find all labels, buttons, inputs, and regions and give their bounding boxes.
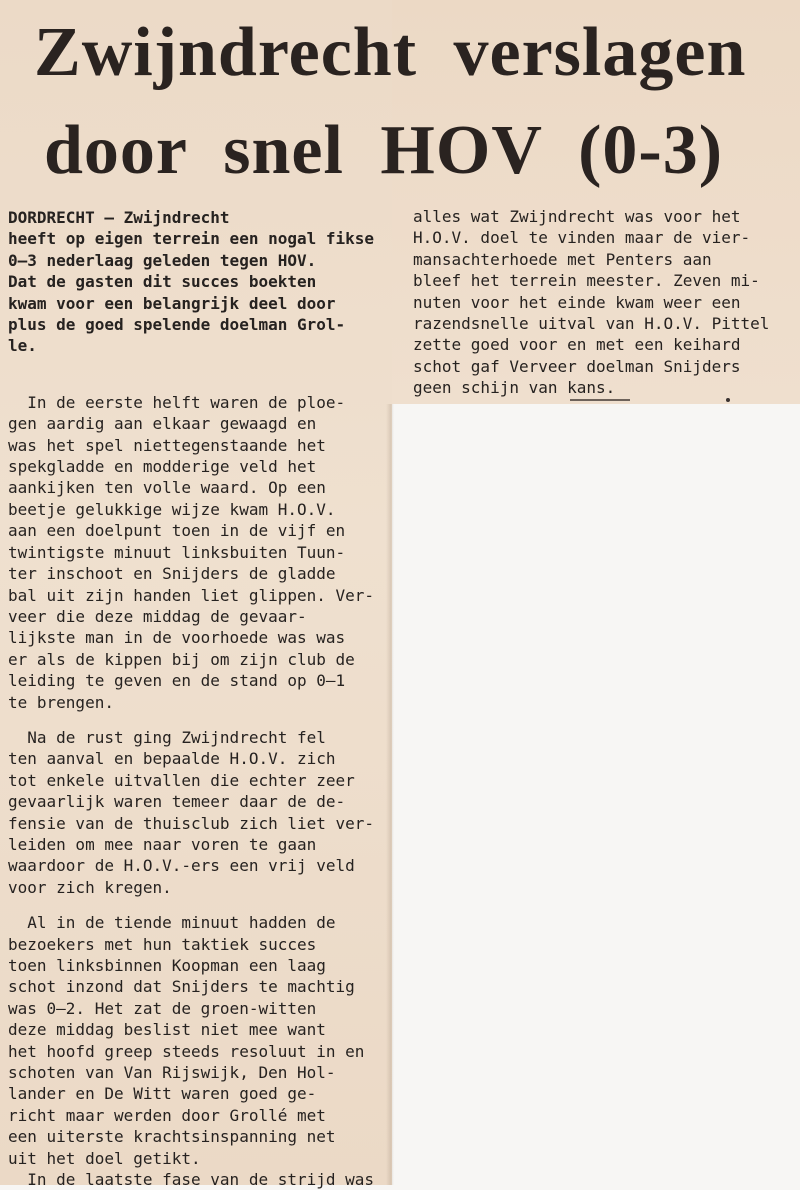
article-headline — [14, 4, 794, 200]
text-line: schot gaf Verveer doelman Snijders — [413, 356, 741, 376]
text-line: toen linksbinnen Koopman een laag — [8, 956, 326, 975]
lead-line: Dat de gasten dit succes boekten — [8, 272, 317, 292]
article-paragraph-1 — [8, 392, 384, 713]
text-line: twintigste minuut linksbuiten Tuun- — [8, 542, 346, 562]
text-line: een uiterste krachtsinspanning net — [8, 1127, 336, 1147]
text-line: er als de kippen bij om zijn club de — [8, 649, 355, 669]
text-line: was het spel niettegenstaande het — [8, 435, 326, 455]
text-line: veer die deze middag de gevaar- — [8, 606, 307, 626]
text-line: mansachterhoede met Penters aan — [413, 249, 712, 269]
headline-line-2: door snel HOV (0-3) — [44, 112, 724, 189]
text-line: Na de rust ging Zwijndrecht fel — [8, 727, 326, 747]
clipping-cut-edge — [386, 404, 394, 1185]
text-line: alles wat Zwijndrecht was voor het — [413, 207, 741, 226]
text-line: bleef het terrein meester. Zeven mi- — [413, 271, 760, 291]
article-paragraph-2 — [8, 727, 384, 898]
text-line: te brengen. — [8, 692, 114, 712]
text-line: schot inzond dat Snijders te machtig — [8, 977, 355, 997]
text-line: uit het doel getikt. — [8, 1148, 201, 1168]
lead-line: kwam voor een belangrijk deel door — [8, 293, 336, 313]
text-line: fensie van de thuisclub zich liet ver- — [8, 813, 375, 833]
text-line: tot enkele uitvallen die echter zeer — [8, 770, 355, 790]
text-line: aan een doelpunt toen in de vijf en — [8, 521, 346, 541]
text-line: voor zich kregen. — [8, 877, 172, 897]
text-line: gen aardig aan elkaar gewaagd en — [8, 414, 317, 434]
text-line: aankijken ten volle waard. Op een — [8, 478, 326, 498]
text-line: waardoor de H.O.V.-ers een vrij veld — [8, 856, 355, 876]
article-end-mark — [726, 398, 730, 402]
text-line: was 0—2. Het zat de groen-witten — [8, 998, 317, 1018]
text-line: lijkste man in de voorhoede was was — [8, 628, 346, 648]
article-column-right — [413, 206, 791, 399]
text-line: richt maar werden door Grollé met — [8, 1105, 326, 1125]
lead-line: le. — [8, 336, 37, 356]
text-line: schoten van Van Rijswijk, Den Hol- — [8, 1063, 336, 1083]
article-paragraph-3 — [8, 912, 384, 1190]
text-line: beetje gelukkige wijze kwam H.O.V. — [8, 499, 336, 519]
text-line: razendsnelle uitval van H.O.V. Pittel — [413, 314, 770, 334]
text-line: leiden om mee naar voren te gaan — [8, 834, 317, 854]
text-line: In de eerste helft waren de ploe- — [8, 392, 346, 412]
text-line: leiding te geven en de stand op 0—1 — [8, 671, 346, 691]
text-line: Al in de tiende minuut hadden de — [8, 913, 336, 933]
text-line: deze middag beslist niet mee want — [8, 1020, 326, 1040]
text-line: geen schijn van kans. — [413, 378, 616, 398]
lead-line: heeft op eigen terrein een nogal fikse — [8, 229, 375, 249]
text-line: zette goed voor en met een keihard — [413, 335, 741, 355]
text-line: In de laatste fase van de strijd was — [8, 1170, 375, 1190]
article-column-left — [8, 207, 384, 1190]
lead-line: plus de goed spelende doelman Grol- — [8, 315, 346, 335]
text-line: ter inschoot en Snijders de gladde — [8, 564, 336, 584]
lead-line: DORDRECHT — Zwijndrecht — [8, 208, 230, 227]
headline-line-1: Zwijndrecht verslagen — [34, 14, 747, 91]
text-line: spekgladde en modderige veld het — [8, 457, 317, 477]
text-line: lander en De Witt waren goed ge- — [8, 1084, 317, 1104]
text-line: nuten voor het einde kwam weer een — [413, 292, 741, 312]
lead-line: 0—3 nederlaag geleden tegen HOV. — [8, 250, 317, 270]
text-line: bal uit zijn handen liet glippen. Ver- — [8, 585, 375, 605]
text-line: gevaarlijk waren temeer daar de de- — [8, 792, 346, 812]
text-line: bezoekers met hun taktiek succes — [8, 934, 317, 954]
article-lead — [8, 207, 384, 357]
text-line: het hoofd greep steeds resoluut in en — [8, 1041, 365, 1061]
article-end-rule — [570, 399, 630, 401]
text-line: ten aanval en bepaalde H.O.V. zich — [8, 749, 336, 769]
text-line: H.O.V. doel te vinden maar de vier- — [413, 228, 751, 248]
